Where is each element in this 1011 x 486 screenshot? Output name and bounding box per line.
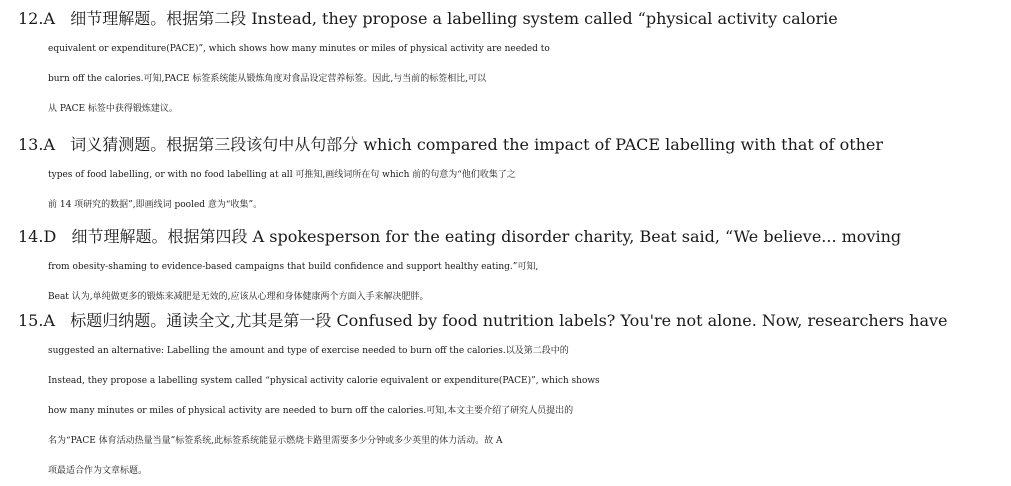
- answer-line: 名为“PACE 体育活动热量当量”标签系统,此标签系统能显示燃烧卡路里需要多少分钟或多少英里的体力活动。故 A: [48, 436, 503, 446]
- answer-line: [18, 4, 978, 34]
- answer-line: types of food labelling, or with no food labelling at all 可推知,画线词所在句 which 前的句意为“他们收集了之: [48, 170, 516, 180]
- question-number: 13.A: [18, 135, 55, 154]
- answer-line: Beat 认为,单纯做更多的锻炼来减肥是无效的,应该从心理和身体健康两个方面入手来解决肥胖。: [48, 292, 429, 302]
- answer-line: from obesity-shaming to evidence-based campaigns that build confidence and support healthy eating.”可知,: [48, 262, 539, 272]
- question-number: 14.D: [18, 227, 57, 246]
- answer-14: [18, 222, 978, 312]
- answer-line: [18, 130, 978, 160]
- answer-line: [18, 222, 978, 252]
- answer-line: burn off the calories.可知,PACE 标签系统能从锻炼角度对食品设定营养标签。因此,与当前的标签相比,可以: [48, 74, 487, 84]
- explanation-text: 标题归纳题。通读全文,尤其是第一段 Confused by food nutrition labels? You're not alone. Now, researchers have: [70, 311, 948, 330]
- explanation-text: 词义猜测题。根据第三段该句中从句部分 which compared the impact of PACE labelling with that of other: [70, 135, 884, 154]
- question-number: 15.A: [18, 311, 55, 330]
- explanation-text: 细节理解题。根据第二段 Instead, they propose a labelling system called “physical activity calorie: [70, 9, 838, 28]
- answer-15: [18, 306, 978, 486]
- answer-line: 从 PACE 标签中获得锻炼建议。: [48, 104, 178, 114]
- answer-line: [18, 306, 978, 336]
- answer-13: [18, 130, 978, 220]
- answer-line: equivalent or expenditure(PACE)”, which shows how many minutes or miles of physical activity are needed to: [48, 44, 550, 54]
- answer-line: Instead, they propose a labelling system called “physical activity calorie equivalent or expenditure(PACE)”, which shows: [48, 376, 600, 386]
- question-number: 12.A: [18, 9, 55, 28]
- answer-12: [18, 4, 978, 124]
- answer-line: how many minutes or miles of physical activity are needed to burn off the calories.可知,本文主要介绍了研究人员提出的: [48, 406, 574, 416]
- answer-line: 前 14 项研究的数据”,即画线词 pooled 意为“收集”。: [48, 200, 263, 210]
- answer-line: 项最适合作为文章标题。: [48, 466, 148, 476]
- answer-line: suggested an alternative: Labelling the amount and type of exercise needed to burn off the calories.以及第二段中的: [48, 346, 569, 356]
- explanation-text: 细节理解题。根据第四段 A spokesperson for the eating disorder charity, Beat said, “We believe... moving: [71, 227, 902, 246]
